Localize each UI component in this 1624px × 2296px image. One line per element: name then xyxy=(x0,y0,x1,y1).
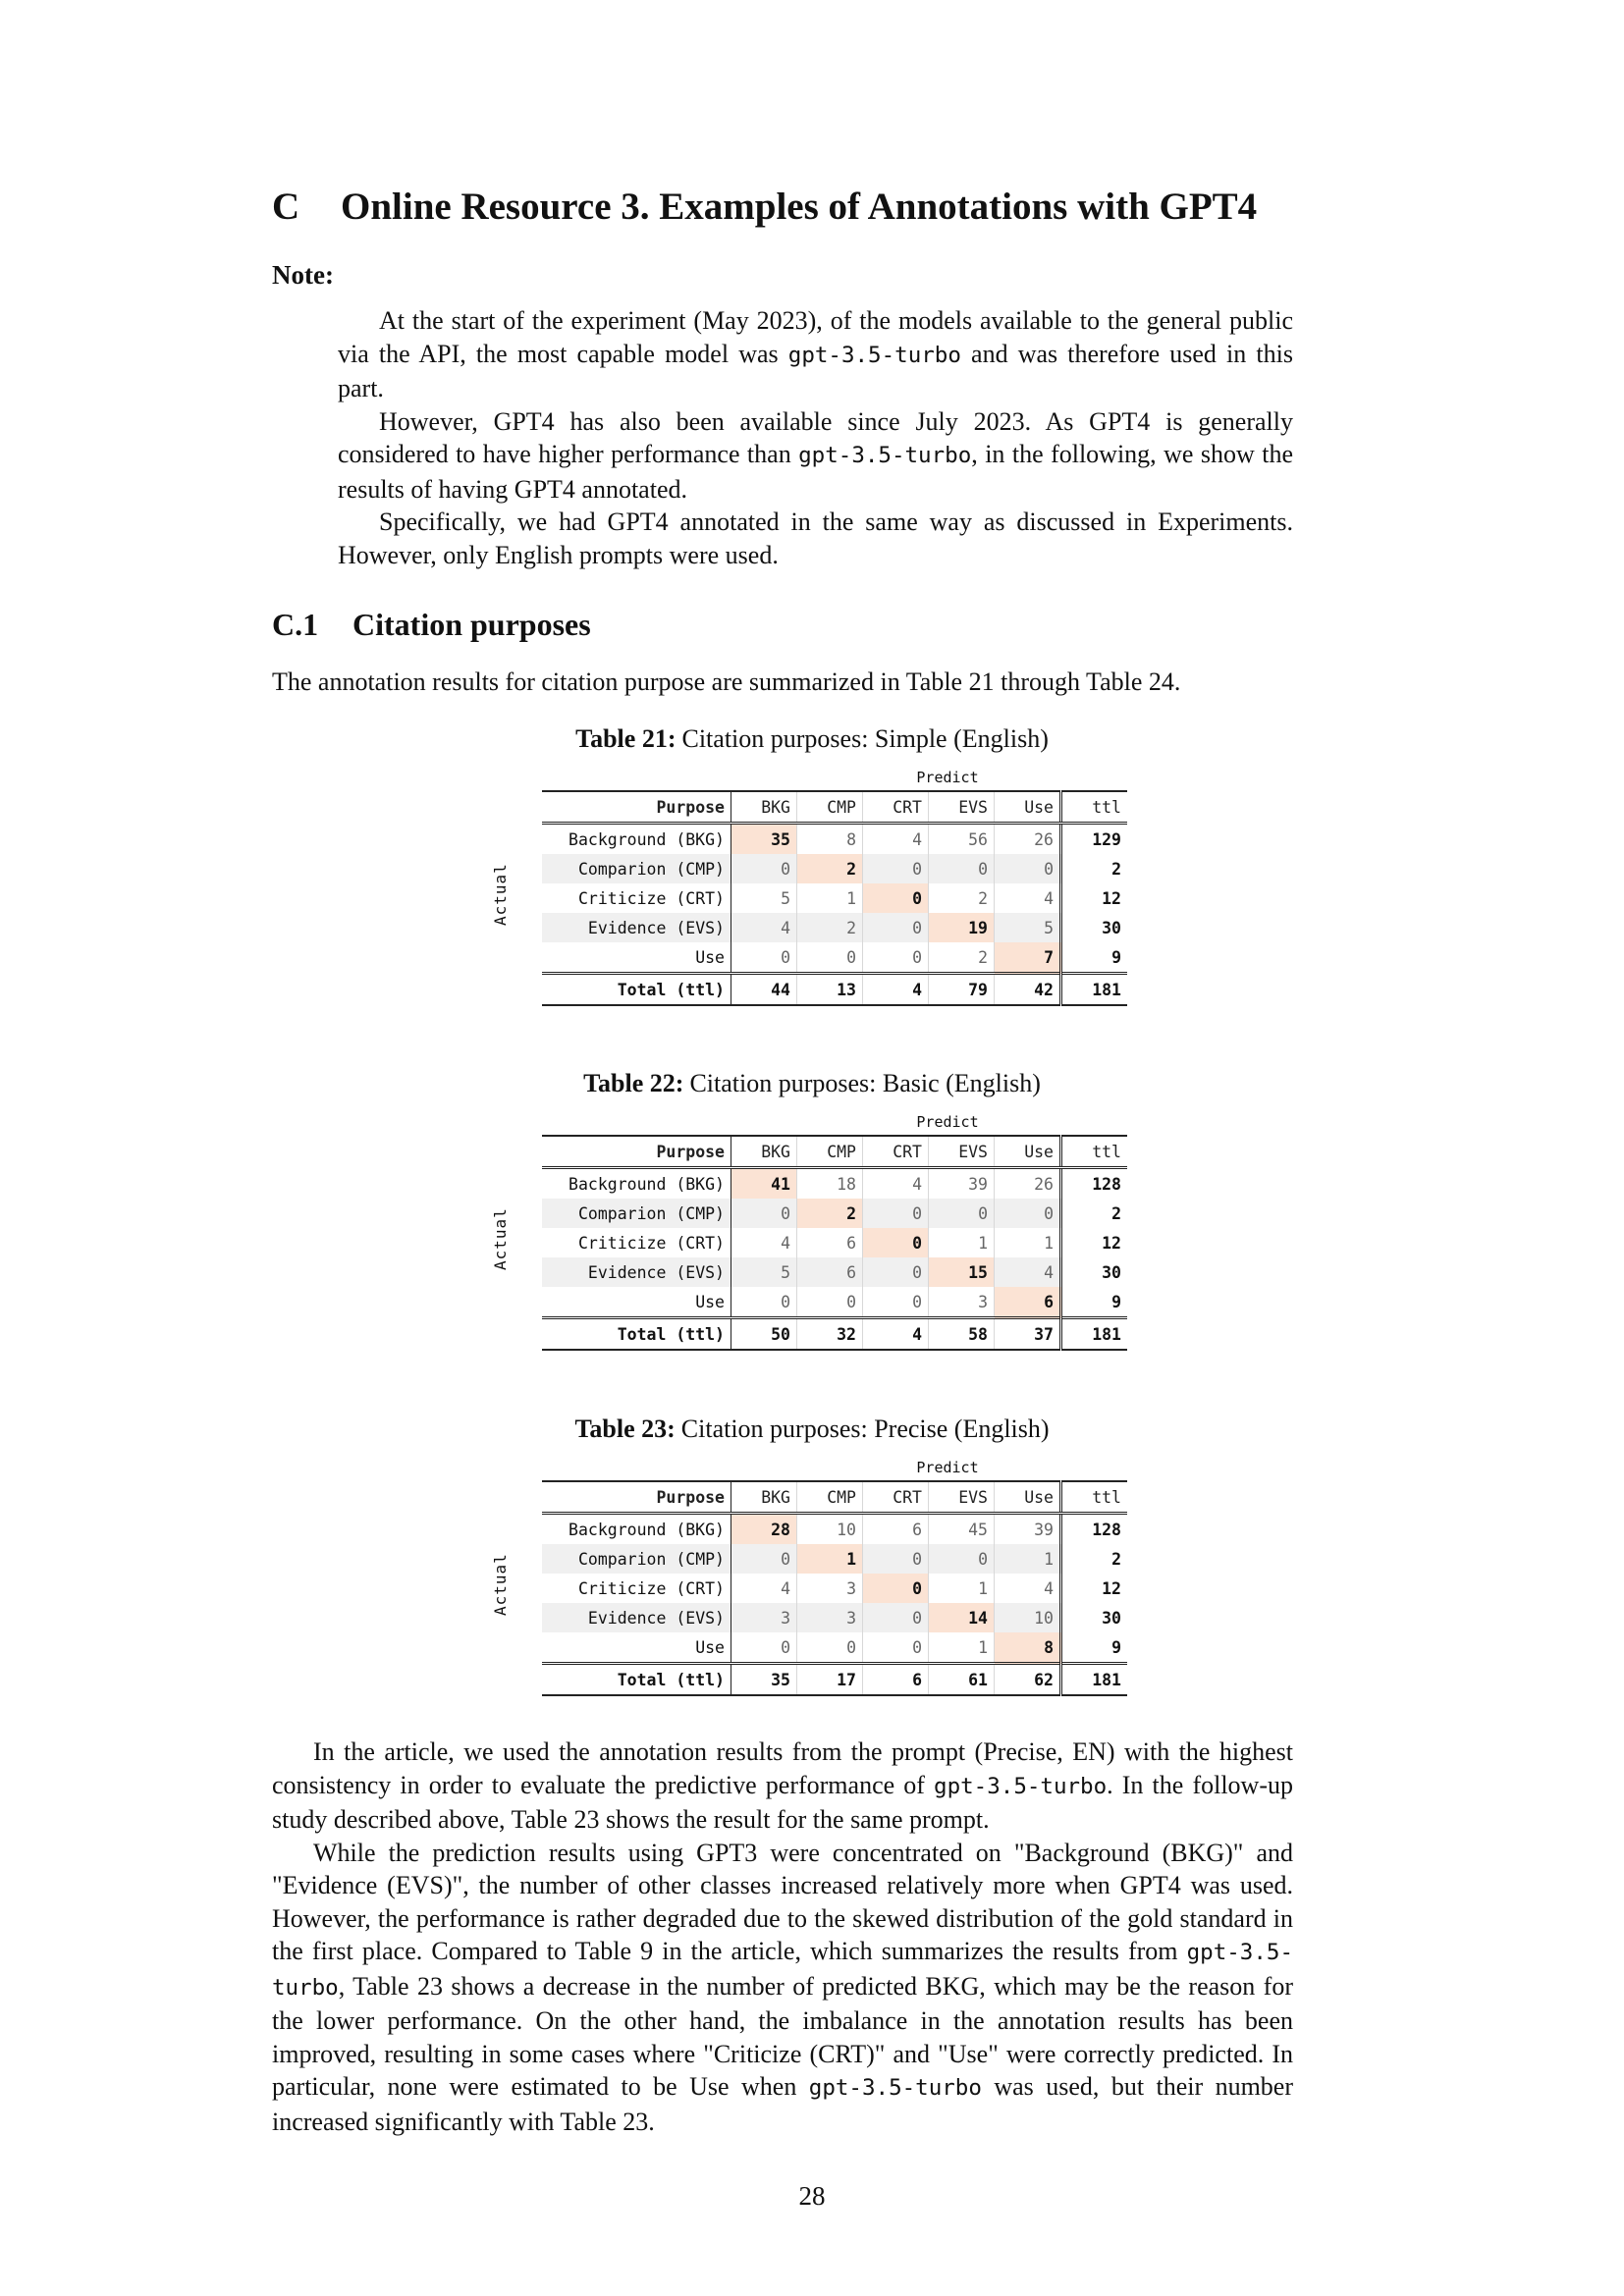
note-block xyxy=(338,304,1293,571)
table-23-caption: Table 23: Citation purposes: Precise (English) xyxy=(574,1415,1050,1443)
column-header: BKG xyxy=(731,791,797,824)
table-cell: 0 xyxy=(863,1257,929,1287)
row-label: Total (ttl) xyxy=(542,1664,731,1696)
column-header: BKG xyxy=(731,1136,797,1168)
table-cell: 15 xyxy=(929,1257,995,1287)
note-paragraph-2: However, GPT4 has also been available since July 2023. As GPT4 is generally considered to have higher performance than gpt-3.5-turbo, in the following, we show the results of having GPT4 annotated. xyxy=(338,406,1293,504)
table-row xyxy=(542,1514,1127,1545)
note-paragraph-1: At the start of the experiment (May 2023), of the models available to the general public via the API, the most capable model was gpt-3.5-turbo and was therefore used in this part. xyxy=(338,306,1293,402)
table-cell: 4 xyxy=(731,913,797,942)
table-cell: 4 xyxy=(731,1574,797,1603)
column-header: EVS xyxy=(929,1481,995,1514)
column-header: BKG xyxy=(731,1481,797,1514)
column-header: Use xyxy=(995,791,1061,824)
table-cell: 6 xyxy=(995,1287,1061,1318)
table-cell: 4 xyxy=(731,1228,797,1257)
table-cell: 9 xyxy=(1061,942,1128,974)
table-cell: 1 xyxy=(995,1228,1061,1257)
table-header-row xyxy=(542,1481,1127,1514)
table-cell: 0 xyxy=(731,942,797,974)
row-label: Criticize (CRT) xyxy=(542,883,731,913)
table-cell: 0 xyxy=(863,1287,929,1318)
table-cell: 0 xyxy=(929,1544,995,1574)
column-header: ttl xyxy=(1061,1481,1128,1514)
table-cell: 12 xyxy=(1061,1574,1128,1603)
table-cell: 0 xyxy=(995,854,1061,883)
table-22-caption: Table 22: Citation purposes: Basic (English) xyxy=(583,1069,1041,1097)
table-cell: 0 xyxy=(863,1228,929,1257)
table-cell: 4 xyxy=(995,1257,1061,1287)
row-label: Use xyxy=(542,1632,731,1664)
table-cell: 2 xyxy=(1061,1199,1128,1228)
predict-axis-label: Predict xyxy=(916,1113,979,1131)
subsection-title xyxy=(272,607,591,643)
table-cell: 44 xyxy=(731,974,797,1006)
table-cell: 42 xyxy=(995,974,1061,1006)
row-label: Total (ttl) xyxy=(542,1318,731,1351)
table-cell: 28 xyxy=(731,1514,797,1545)
table-header-row xyxy=(542,1136,1127,1168)
table-cell: 18 xyxy=(797,1168,863,1200)
actual-axis-label: Actual xyxy=(491,1553,510,1616)
row-label: Background (BKG) xyxy=(542,824,731,855)
table-cell: 0 xyxy=(929,1199,995,1228)
inline-code: gpt-3.5-turbo xyxy=(787,342,961,368)
table-cell: 1 xyxy=(797,883,863,913)
table-row xyxy=(542,824,1127,855)
table-cell: 3 xyxy=(929,1287,995,1318)
table-cell: 129 xyxy=(1061,824,1128,855)
actual-axis-label: Actual xyxy=(491,863,510,926)
row-label: Evidence (EVS) xyxy=(542,1257,731,1287)
inline-code: gpt-3.5-turbo xyxy=(798,443,972,468)
table-cell: 4 xyxy=(863,824,929,855)
table-cell: 37 xyxy=(995,1318,1061,1351)
table-cell: 0 xyxy=(731,1199,797,1228)
row-label: Use xyxy=(542,1287,731,1318)
table-cell: 62 xyxy=(995,1664,1061,1696)
table-cell: 1 xyxy=(797,1544,863,1574)
subsection-number: C.1 xyxy=(272,607,319,642)
intro-paragraph: The annotation results for citation purpose are summarized in Table 21 through Table 24. xyxy=(272,667,1181,696)
predict-axis-label: Predict xyxy=(916,769,979,786)
table-cell: 0 xyxy=(731,1287,797,1318)
table-row xyxy=(542,1632,1127,1664)
actual-axis-label: Actual xyxy=(491,1207,510,1270)
table-cell: 6 xyxy=(863,1514,929,1545)
table-cell: 0 xyxy=(863,1603,929,1632)
column-header: Purpose xyxy=(542,1481,731,1514)
table-row xyxy=(542,1544,1127,1574)
column-header: ttl xyxy=(1061,1136,1128,1168)
table-row xyxy=(542,1257,1127,1287)
table-row xyxy=(542,942,1127,974)
table-cell: 30 xyxy=(1061,1257,1128,1287)
table-cell: 181 xyxy=(1061,974,1128,1006)
table-cell: 2 xyxy=(929,942,995,974)
table-row xyxy=(542,913,1127,942)
column-header: CRT xyxy=(863,1481,929,1514)
table-cell: 41 xyxy=(731,1168,797,1200)
row-label: Evidence (EVS) xyxy=(542,1603,731,1632)
section-title-text: Online Resource 3. Examples of Annotations with GPT4 xyxy=(341,186,1258,228)
table-cell: 181 xyxy=(1061,1664,1128,1696)
table-cell: 2 xyxy=(929,883,995,913)
table-cell: 35 xyxy=(731,1664,797,1696)
table-cell: 2 xyxy=(797,913,863,942)
table-cell: 0 xyxy=(995,1199,1061,1228)
total-row xyxy=(542,1318,1127,1351)
table-row xyxy=(542,1287,1127,1318)
row-label: Comparion (CMP) xyxy=(542,1199,731,1228)
table-cell: 14 xyxy=(929,1603,995,1632)
column-header: ttl xyxy=(1061,791,1128,824)
note-paragraph-3: Specifically, we had GPT4 annotated in the same way as discussed in Experiments. However, only English prompts were used. xyxy=(338,507,1293,569)
column-header: Purpose xyxy=(542,1136,731,1168)
table-cell: 17 xyxy=(797,1664,863,1696)
table-cell: 0 xyxy=(797,1287,863,1318)
table-cell: 8 xyxy=(797,824,863,855)
table-cell: 4 xyxy=(863,1318,929,1351)
section-number: C xyxy=(272,186,300,228)
table-cell: 12 xyxy=(1061,1228,1128,1257)
row-label: Comparion (CMP) xyxy=(542,854,731,883)
table-cell: 79 xyxy=(929,974,995,1006)
table-cell: 61 xyxy=(929,1664,995,1696)
row-label: Background (BKG) xyxy=(542,1168,731,1200)
table-cell: 5 xyxy=(731,1257,797,1287)
table-header-row xyxy=(542,791,1127,824)
table-row xyxy=(542,1228,1127,1257)
table-cell: 35 xyxy=(731,824,797,855)
table-cell: 26 xyxy=(995,824,1061,855)
table-cell: 45 xyxy=(929,1514,995,1545)
table-row xyxy=(542,883,1127,913)
table-cell: 4 xyxy=(995,883,1061,913)
subsection-title-text: Citation purposes xyxy=(352,607,591,642)
table-cell: 12 xyxy=(1061,883,1128,913)
table-cell: 0 xyxy=(863,883,929,913)
column-header: Use xyxy=(995,1481,1061,1514)
table-cell: 9 xyxy=(1061,1287,1128,1318)
column-header: CMP xyxy=(797,1481,863,1514)
discussion-paragraph-2: While the prediction results using GPT3 were concentrated on "Background (BKG)" and "Evidence (EVS)", the number of other classes increased relatively more when GPT4 was used. However, the performance is rather degraded due to the skewed distribution of the gold standard in the first place. Compared to Table 9 in the article, which summarizes the results from gpt-3.5-turbo, Table 23 shows a decrease in the number of predicted BKG, which may be the reason for the lower performance. On the other hand, the imbalance in the annotation results has been improved, resulting in some cases where "Criticize (CRT)" and "Use" were correctly predicted. In particular, none were estimated to be Use when gpt-3.5-turbo was used, but their number increased significantly with Table 23. xyxy=(272,1838,1293,2136)
column-header: CMP xyxy=(797,1136,863,1168)
row-label: Use xyxy=(542,942,731,974)
table-cell: 0 xyxy=(797,942,863,974)
table-cell: 2 xyxy=(1061,854,1128,883)
table-cell: 0 xyxy=(731,1632,797,1664)
section-title xyxy=(272,185,1257,229)
confusion-matrix xyxy=(542,1135,1127,1351)
table-cell: 26 xyxy=(995,1168,1061,1200)
table-cell: 0 xyxy=(863,1544,929,1574)
inline-code: gpt-3.5-turbo xyxy=(808,2075,982,2101)
table-cell: 5 xyxy=(731,883,797,913)
row-label: Evidence (EVS) xyxy=(542,913,731,942)
row-label: Background (BKG) xyxy=(542,1514,731,1545)
inline-code: gpt-3.5-turbo xyxy=(272,1940,1293,2001)
table-cell: 181 xyxy=(1061,1318,1128,1351)
table-cell: 3 xyxy=(731,1603,797,1632)
table-cell: 39 xyxy=(929,1168,995,1200)
table-cell: 1 xyxy=(929,1228,995,1257)
table-row xyxy=(542,1574,1127,1603)
table-cell: 8 xyxy=(995,1632,1061,1664)
discussion-paragraph-1: In the article, we used the annotation results from the prompt (Precise, EN) with the highest consistency in order to evaluate the predictive performance of gpt-3.5-turbo. In the follow-up study described above, Table 23 shows the result for the same prompt. xyxy=(272,1737,1293,1834)
table-cell: 30 xyxy=(1061,913,1128,942)
table-cell: 32 xyxy=(797,1318,863,1351)
column-header: CRT xyxy=(863,1136,929,1168)
row-label: Total (ttl) xyxy=(542,974,731,1006)
row-label: Criticize (CRT) xyxy=(542,1574,731,1603)
table-cell: 2 xyxy=(797,1199,863,1228)
inline-code: gpt-3.5-turbo xyxy=(934,1773,1108,1799)
row-label: Comparion (CMP) xyxy=(542,1544,731,1574)
table-cell: 10 xyxy=(995,1603,1061,1632)
table-cell: 1 xyxy=(929,1574,995,1603)
table-cell: 0 xyxy=(929,854,995,883)
table-cell: 0 xyxy=(863,1632,929,1664)
column-header: Purpose xyxy=(542,791,731,824)
table-cell: 39 xyxy=(995,1514,1061,1545)
table-cell: 4 xyxy=(863,1168,929,1200)
table-cell: 128 xyxy=(1061,1514,1128,1545)
predict-axis-label: Predict xyxy=(916,1459,979,1476)
column-header: CRT xyxy=(863,791,929,824)
table-cell: 3 xyxy=(797,1603,863,1632)
confusion-matrix xyxy=(542,1480,1127,1696)
table-cell: 0 xyxy=(731,1544,797,1574)
table-row xyxy=(542,1603,1127,1632)
table-cell: 0 xyxy=(797,1632,863,1664)
table-cell: 30 xyxy=(1061,1603,1128,1632)
discussion xyxy=(272,1735,1293,2138)
column-header: CMP xyxy=(797,791,863,824)
page-number: 28 xyxy=(798,2181,826,2211)
table-cell: 9 xyxy=(1061,1632,1128,1664)
total-row xyxy=(542,974,1127,1006)
table-cell: 50 xyxy=(731,1318,797,1351)
table-cell: 2 xyxy=(1061,1544,1128,1574)
row-label: Criticize (CRT) xyxy=(542,1228,731,1257)
table-cell: 2 xyxy=(797,854,863,883)
column-header: Use xyxy=(995,1136,1061,1168)
table-cell: 128 xyxy=(1061,1168,1128,1200)
table-row xyxy=(542,854,1127,883)
table-cell: 10 xyxy=(797,1514,863,1545)
table-cell: 6 xyxy=(797,1257,863,1287)
table-cell: 3 xyxy=(797,1574,863,1603)
table-cell: 6 xyxy=(863,1664,929,1696)
note-label: Note: xyxy=(272,260,334,290)
confusion-matrix xyxy=(542,790,1127,1006)
table-cell: 0 xyxy=(863,913,929,942)
table-cell: 4 xyxy=(863,974,929,1006)
table-cell: 0 xyxy=(863,854,929,883)
column-header: EVS xyxy=(929,791,995,824)
table-cell: 4 xyxy=(995,1574,1061,1603)
table-cell: 1 xyxy=(929,1632,995,1664)
table-cell: 7 xyxy=(995,942,1061,974)
table-cell: 58 xyxy=(929,1318,995,1351)
table-21-caption: Table 21: Citation purposes: Simple (English) xyxy=(575,724,1049,753)
table-row xyxy=(542,1199,1127,1228)
table-cell: 1 xyxy=(995,1544,1061,1574)
total-row xyxy=(542,1664,1127,1696)
table-cell: 5 xyxy=(995,913,1061,942)
table-cell: 0 xyxy=(731,854,797,883)
table-cell: 56 xyxy=(929,824,995,855)
table-cell: 6 xyxy=(797,1228,863,1257)
table-cell: 0 xyxy=(863,942,929,974)
table-cell: 0 xyxy=(863,1199,929,1228)
table-cell: 19 xyxy=(929,913,995,942)
table-row xyxy=(542,1168,1127,1200)
column-header: EVS xyxy=(929,1136,995,1168)
table-cell: 0 xyxy=(863,1574,929,1603)
table-cell: 13 xyxy=(797,974,863,1006)
